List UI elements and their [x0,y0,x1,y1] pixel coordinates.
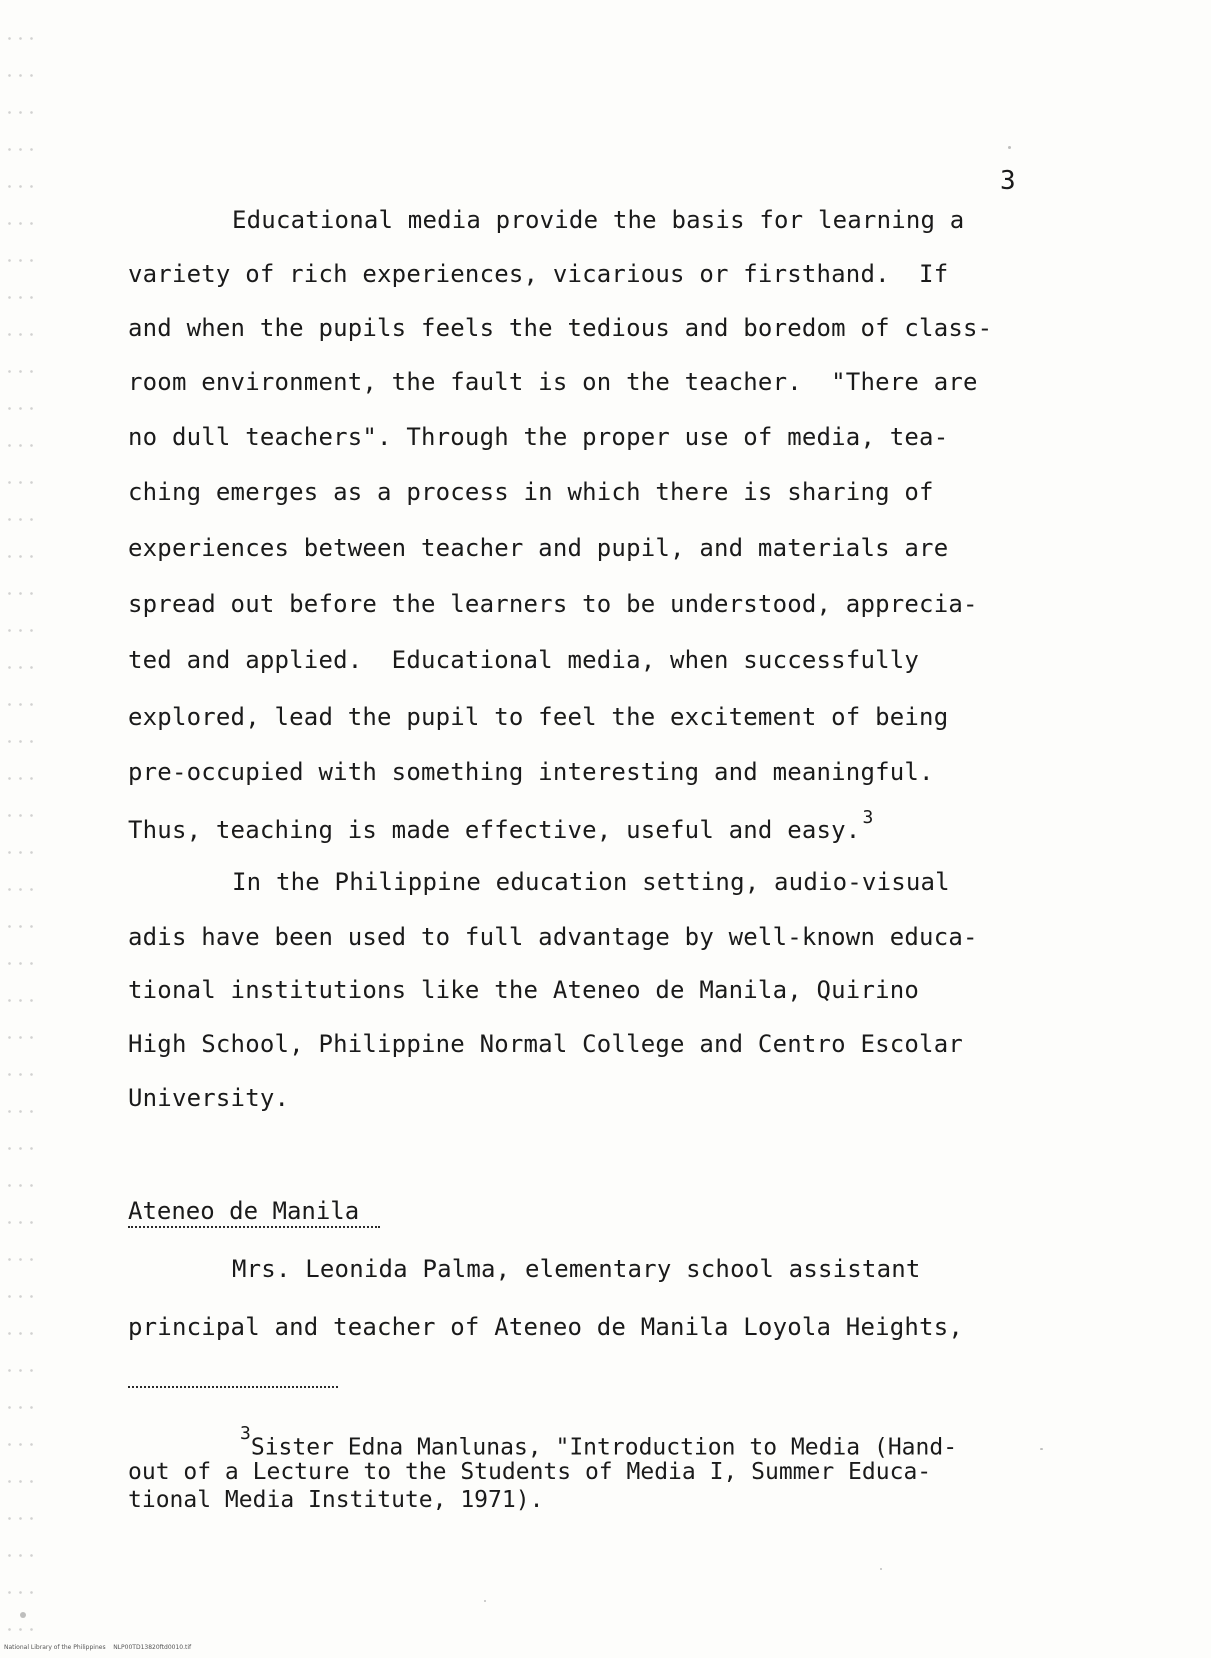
section-heading: Ateneo de Manila [128,1197,360,1225]
body-line: experiences between teacher and pupil, and materials are [128,534,949,562]
footnote-reference: 3 [862,807,874,828]
body-line: pre-occupied with something interesting and meaningful. [128,758,934,786]
page-number: 3 [1000,166,1016,196]
footnote-separator [128,1386,338,1388]
heading-underline [128,1226,380,1228]
body-line: Mrs. Leonida Palma, elementary school assistant [232,1255,921,1283]
body-line: and when the pupils feels the tedious and boredom of class- [128,314,993,342]
body-line: In the Philippine education setting, audio-visual [232,868,950,896]
body-line: no dull teachers". Through the proper use of media, tea- [128,423,949,451]
footnote-line [240,1423,958,1461]
scan-speck [1008,146,1011,149]
body-line: University. [128,1084,290,1112]
footnote-marker: 3 [240,1423,251,1444]
body-line: tional institutions like the Ateneo de Manila, Quirino [128,976,920,1004]
body-line: ted and applied. Educational media, when successfully [128,646,920,674]
body-line: principal and teacher of Ateneo de Manila Loyola Heights, [128,1313,964,1341]
footnote-text: Sister Edna Manlunas, "Introduction to Media (Hand- [250,1434,958,1461]
body-line: Educational media provide the basis for learning a [232,206,965,234]
scan-margin-noise [4,20,40,1640]
body-line: variety of rich experiences, vicarious or firsthand. If [128,260,949,288]
scan-speck [20,1612,26,1618]
scan-speck [484,1600,486,1602]
body-line-with-footnote-ref [128,807,874,844]
body-line: explored, lead the pupil to feel the excitement of being [128,703,949,731]
footnote-line: tional Media Institute, 1971). [128,1487,544,1513]
body-line: room environment, the fault is on the teacher. "There are [128,368,978,396]
scan-speck [1040,1448,1043,1450]
footnote-line: out of a Lecture to the Students of Media I, Summer Educa- [128,1459,932,1485]
body-line: High School, Philippine Normal College and Centro Escolar [128,1030,964,1058]
body-line-text: Thus, teaching is made effective, useful and easy. [128,816,861,844]
body-line: spread out before the learners to be understood, apprecia- [128,590,978,618]
scan-speck [880,1568,882,1570]
body-line: ching emerges as a process in which there is sharing of [128,478,934,506]
body-line: adis have been used to full advantage by well-known educa- [128,923,978,951]
scan-caption: National Library of the Philippines NLP00TD13820ftd0010.tif [4,1644,192,1651]
